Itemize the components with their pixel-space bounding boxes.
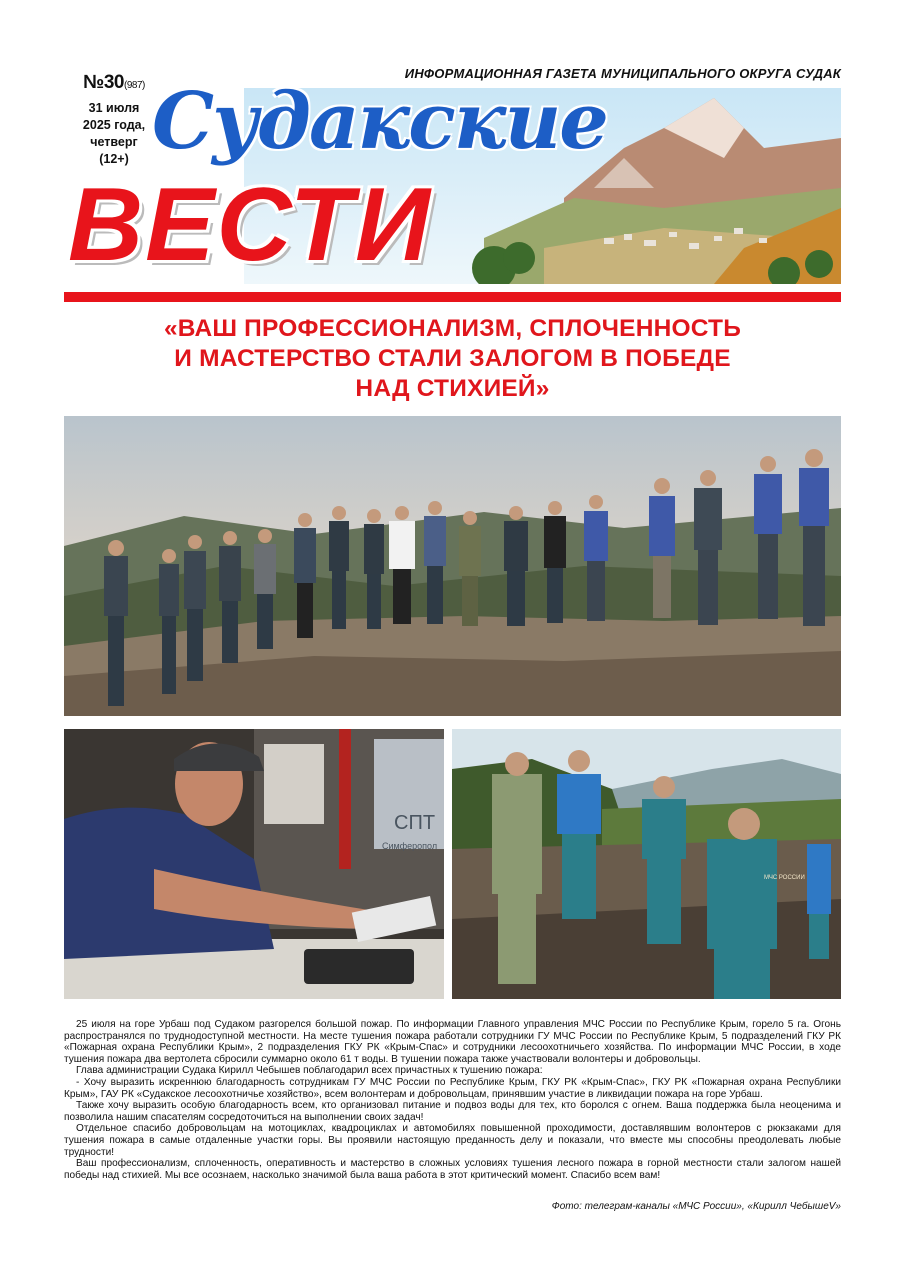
article-paragraph: Глава администрации Судака Кирилл Чебышев поблагодарил всех причастных к тушению пожара: <box>76 1065 543 1077</box>
issue-date: 31 июля 2025 года, четверг (12+) <box>64 100 164 168</box>
vehicle-text: СПТ <box>394 812 436 834</box>
photo-credit: Фото: телеграм-каналы «МЧС России», «Кирилл ЧебышеV» <box>551 1201 841 1212</box>
weekday: четверг <box>90 135 138 149</box>
article-paragraph: Также хочу выразить особую благодарность всем, кто организовал питание и подвоз воды для тех, кто боролся с огнем. Ваша поддержка была неоценима и позволила нашим спасателям сосредоточиться на выполнении своих задач! <box>64 1100 841 1123</box>
masthead-divider <box>64 292 841 302</box>
newspaper-title-script: Судакские <box>152 76 607 167</box>
article-paragraph: - Хочу выразить искреннюю благодарность сотрудникам ГУ МЧС России по Республике Крым, ГКУ РК «Крым-Спас», ГКУ РК «Пожарная охрана Республики Крым», ГАУ РК «Судакское лесоохотничье хозяйство», всем волонтерам и добровольцам, принявшим участие в ликвидации пожара на горе Урбаш. <box>64 1076 841 1100</box>
masthead <box>64 62 841 284</box>
vehicle-text-2: Симферопол <box>382 841 438 851</box>
age-rating: (12+) <box>99 152 129 166</box>
headline: «ВАШ ПРОФЕССИОНАЛИЗМ, СПЛОЧЕННОСТЬ И МАСТЕРСТВО СТАЛИ ЗАЛОГОМ В ПОБЕДЕ НАД СТИХИЕЙ» <box>163 315 742 402</box>
dispatcher-photo-image <box>64 729 444 999</box>
field-photo <box>452 729 841 999</box>
issue-number: №30(987) <box>83 72 145 93</box>
newspaper-title-block: ВЕСТИ <box>68 167 432 283</box>
article-paragraph: Отдельное спасибо добровольцам на мотоциклах, квадроциклах и автомобилях повышенной проходимости, доставлявшим волонтеров с рюкзаками для тушения пожара в самые отдаленные участки горы. Вы проявили настоящую преданность делу и показали, что вместе мы способны преодолевать любые трудности! <box>64 1123 841 1158</box>
article-paragraph: Ваш профессионализм, сплоченность, оперативность и мастерство в сложных условиях тушения лесного пожара в горной местности стали залогом нашей победы над стихией. Мы все осознаем, насколько значимой была ваша работа в этот критический момент. Спасибо всем вам! <box>64 1158 841 1181</box>
dispatcher-photo <box>64 729 444 999</box>
field-photo-image <box>452 729 841 999</box>
article-paragraph: 25 июля на горе Урбаш под Судаком разгорелся большой пожар. По информации Главного управления МЧС России по Республике Крым, горело 5 га. Огонь распространялся по труднодоступной местности. На месте тушения пожара работали сотрудники ГУ МЧС России по Республике Крым, 5 подразделений ГКУ РК «Пожарная охрана Республики Крым», 2 подразделения ГКУ РК «Крым-Спас» и сотрудники лесоохотничьего хозяйства. По информации МЧС России, в ходе тушения пожара два вертолета сбросили суммарно около 61 т воды. В тушении пожара также участвовали волонтеры и добровольцы. <box>64 1019 841 1065</box>
issue-info <box>64 72 164 168</box>
newspaper-tagline: ИНФОРМАЦИОННАЯ ГАЗЕТА МУНИЦИПАЛЬНОГО ОКРУГА СУДАК <box>404 66 841 81</box>
group-photo <box>64 416 841 716</box>
issue-total: (987) <box>123 80 145 91</box>
patch-text: МЧС РОССИИ <box>764 875 805 881</box>
article-body <box>64 1019 841 1181</box>
group-photo-image <box>64 416 841 716</box>
